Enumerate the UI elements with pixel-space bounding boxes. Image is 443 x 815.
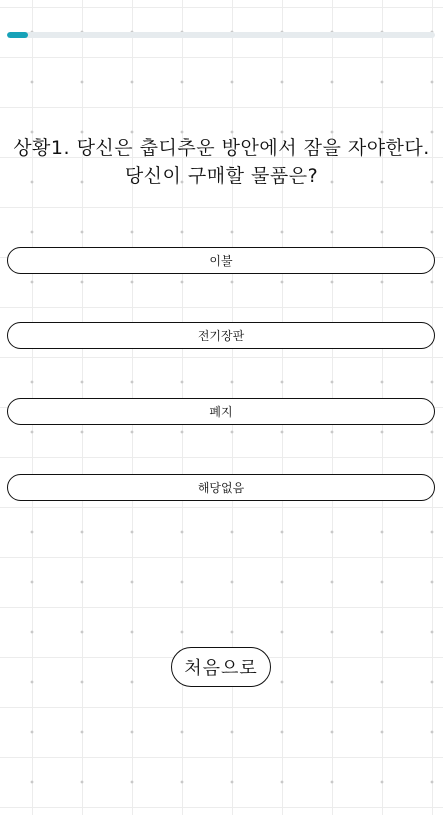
answer-option-electric-mat[interactable]: 전기장판: [7, 322, 435, 349]
question-text: [0, 134, 443, 190]
restart-button[interactable]: 처음으로: [171, 647, 271, 687]
question-line-2: 당신이 구매할 물품은?: [124, 165, 319, 187]
progress-bar: [7, 32, 435, 38]
progress-bar-fill: [7, 32, 28, 38]
question-line-1: 상황1. 당신은 춥디추운 방안에서 잠을 자야한다.: [13, 137, 430, 159]
answer-option-none[interactable]: 해당없음: [7, 474, 435, 501]
answer-option-blanket[interactable]: 이불: [7, 247, 435, 274]
answer-option-waste-paper[interactable]: 폐지: [7, 398, 435, 425]
